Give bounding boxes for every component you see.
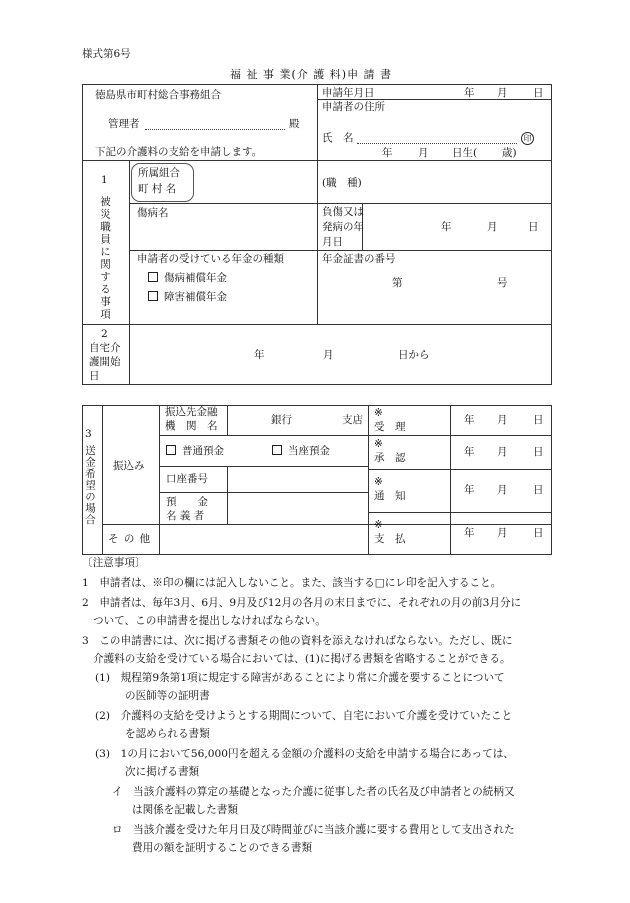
note-line: 介護料の支給を受けている場合においては、(1)に掲げる書類を省略することができる。 xyxy=(93,653,511,665)
org-label-1: 所属組合 xyxy=(138,167,180,179)
applicant-name-line[interactable] xyxy=(357,143,517,144)
notice-year: 年 xyxy=(464,484,475,496)
onset-year: 年 xyxy=(441,221,452,233)
note-line: 3 この申請書には、次に掲げる書類その他の資料を添えなければならない。ただし、既に xyxy=(82,635,513,647)
section1-number: 1 xyxy=(101,174,108,186)
section3-number: 3 xyxy=(85,428,92,440)
payment-year: 年 xyxy=(464,527,475,539)
bank-label-2: 機 関 名 xyxy=(165,420,218,432)
note-line: は関係を記載した書類 xyxy=(132,804,238,816)
application-day: 日 xyxy=(533,87,544,99)
mark-approval: ※ xyxy=(374,438,383,450)
step-receipt: 受 理 xyxy=(374,421,406,433)
honorific: 殿 xyxy=(289,118,300,130)
birth-year: 年 xyxy=(382,147,393,159)
onset-month: 月 xyxy=(487,221,498,233)
holder-label-1: 預 金 xyxy=(166,496,208,508)
note-line: イ 当該介護料の算定の基礎となった介護に従事した者の氏名及び申請者との続柄又 xyxy=(112,786,515,798)
birth-day: 日生( xyxy=(452,147,478,159)
org-label-2: 町 村 名 xyxy=(138,183,177,195)
certificate-prefix: 第 xyxy=(392,277,403,289)
mark-receipt: ※ xyxy=(374,407,383,419)
account-type-current[interactable] xyxy=(272,445,330,458)
application-month: 月 xyxy=(497,87,508,99)
other-label: そ の 他 xyxy=(108,533,152,545)
bank-label-1: 振込先金融 xyxy=(165,406,218,418)
note-line: ついて、この申請書を提出しなければならない。 xyxy=(93,615,326,627)
birth-age: 歳) xyxy=(502,147,517,159)
onset-label-1: 負傷又は xyxy=(322,206,364,218)
onset-label-2: 発病の年 xyxy=(322,221,364,233)
account-type-ordinary[interactable] xyxy=(166,445,224,458)
note-line: 次に掲げる書類 xyxy=(125,766,200,778)
holder-label-2: 名 義 者 xyxy=(166,510,205,522)
checkbox-icon[interactable] xyxy=(148,291,158,301)
form-number: 様式第6号 xyxy=(82,48,131,60)
note-line: 2 申請者は、毎年3月、6月、9月及び12月の各月の末日までに、それぞれの月の前3月分に xyxy=(82,597,522,609)
payment-month: 月 xyxy=(497,527,508,539)
pension-type-label: 申請者の受けている年金の種類 xyxy=(137,253,284,265)
step-notice: 通 知 xyxy=(374,490,406,502)
pension-option-disability[interactable] xyxy=(148,291,227,304)
care-start-year: 年 xyxy=(254,349,265,361)
section2-label-3: 日 xyxy=(89,370,100,382)
seal-mark: 印 xyxy=(521,132,534,145)
approval-day: 日 xyxy=(533,446,544,458)
receipt-year: 年 xyxy=(464,414,475,426)
request-text: 下記の介護料の支給を申請します。 xyxy=(95,146,263,158)
account-type-ordinary-label: 普通預金 xyxy=(182,445,224,457)
pension-option-disability-label: 障害補償年金 xyxy=(164,291,227,303)
certificate-suffix: 号 xyxy=(497,277,508,289)
approval-month: 月 xyxy=(497,446,508,458)
section3-label: 送金希望の場合 xyxy=(84,445,96,526)
payment-day: 日 xyxy=(533,527,544,539)
receipt-month: 月 xyxy=(497,414,508,426)
section2-label-1: 自宅介 xyxy=(89,342,121,354)
certificate-label: 年金証書の番号 xyxy=(322,253,396,265)
note-line: (1) 規程第9条第1項に規定する障害があることにより常に介護を要することについて xyxy=(95,672,505,684)
application-year: 年 xyxy=(464,87,475,99)
branch-suffix: 支店 xyxy=(342,414,363,426)
note-line: を認められる書類 xyxy=(125,728,210,740)
notice-month: 月 xyxy=(497,484,508,496)
pension-option-injury[interactable] xyxy=(148,272,227,285)
bank-suffix: 銀行 xyxy=(271,414,292,426)
note-line: 費用の額を証明することのできる書類 xyxy=(132,842,313,854)
note-line: の医師等の証明書 xyxy=(125,690,210,702)
addressee-org: 徳島県市町村総合事務組合 xyxy=(95,89,221,101)
checkbox-icon[interactable] xyxy=(272,445,282,455)
transfer-label: 振込み xyxy=(113,460,145,472)
notice-day: 日 xyxy=(533,484,544,496)
section2-number: 2 xyxy=(101,328,108,340)
care-start-day: 日から xyxy=(398,349,430,361)
applicant-address-label: 申請者の住所 xyxy=(322,101,385,113)
form-title: 福 祉 事 業(介 護 料)申 請 書 xyxy=(230,68,393,81)
notes-heading: 〔注意事項〕 xyxy=(82,557,146,569)
checkbox-icon[interactable] xyxy=(166,445,176,455)
approval-year: 年 xyxy=(464,446,475,458)
pension-option-injury-label: 傷病補償年金 xyxy=(164,272,227,284)
checkbox-icon[interactable] xyxy=(148,272,158,282)
note-line: ロ 当該介護を受けた年月日及び時間並びに当該介護に要する費用として支出された xyxy=(112,824,515,836)
step-approval: 承 認 xyxy=(374,452,406,464)
account-no-label: 口座番号 xyxy=(166,473,208,485)
administrator-name-line[interactable] xyxy=(145,129,285,130)
onset-label-3: 月日 xyxy=(322,236,343,248)
application-date-label: 申請年月日 xyxy=(322,87,375,99)
section1-label: 被災職員に関する事項 xyxy=(99,196,111,321)
care-start-month: 月 xyxy=(323,349,334,361)
birth-month: 月 xyxy=(418,147,429,159)
name-label: 氏 名 xyxy=(322,132,354,144)
administrator-label: 管理者 xyxy=(108,118,140,130)
note-line: (3) 1の月において56,000円を超える金額の介護料の支給を申請する場合にあっては、 xyxy=(95,748,514,760)
step-payment: 支 払 xyxy=(374,533,406,545)
note-line: 1 申請者は、※印の欄には記入しないこと。また、該当する□にレ印を記入すること。 xyxy=(82,577,502,589)
receipt-day: 日 xyxy=(533,414,544,426)
onset-day: 日 xyxy=(528,221,539,233)
account-type-current-label: 当座預金 xyxy=(288,445,330,457)
job-label: (職 種) xyxy=(322,177,362,189)
mark-notice: ※ xyxy=(374,476,383,488)
section2-label-2: 護開始 xyxy=(89,356,121,368)
mark-payment: ※ xyxy=(374,519,383,531)
note-line: (2) 介護料の支給を受けようとする期間について、自宅において介護を受けていたこと xyxy=(95,710,513,722)
injury-label: 傷病名 xyxy=(137,207,169,219)
